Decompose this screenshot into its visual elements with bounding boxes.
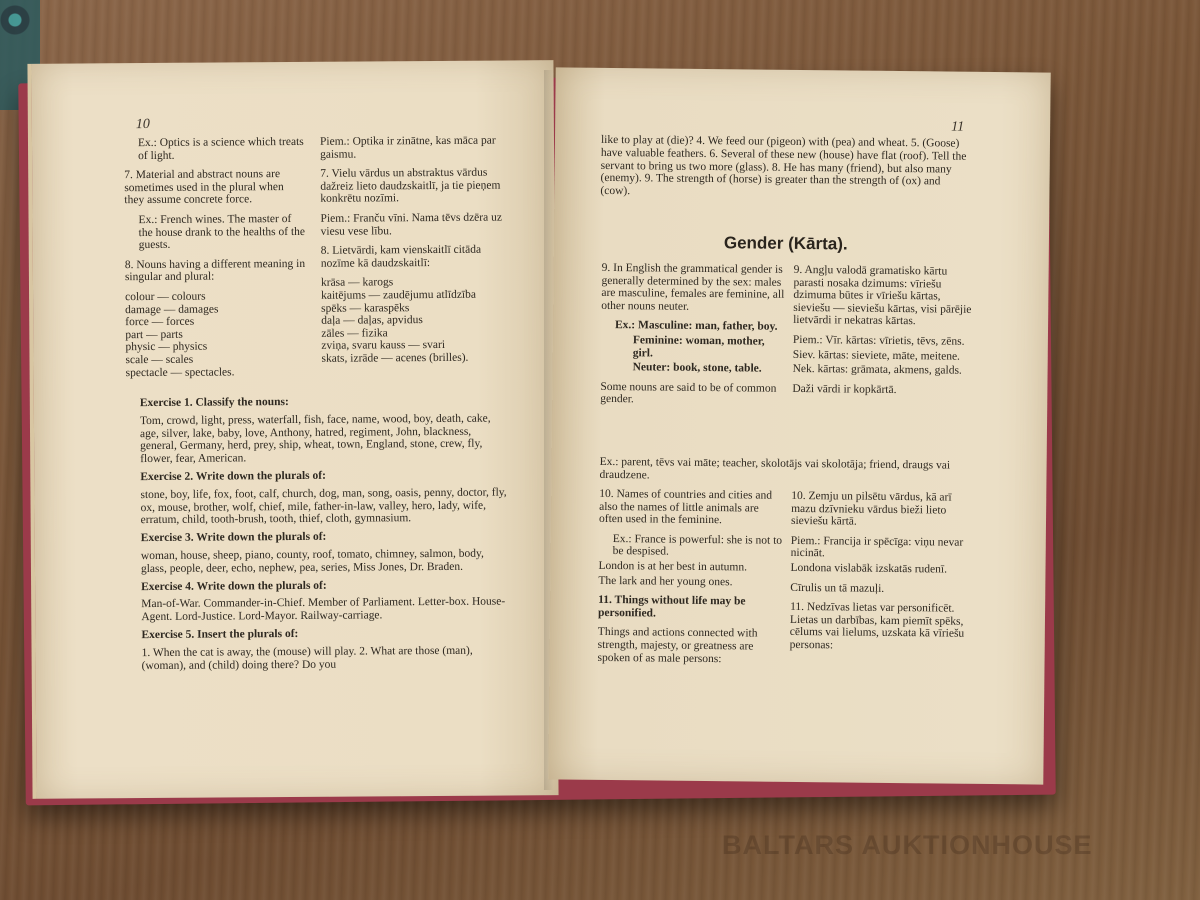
text-line: Londona vislabāk izskatās rudenī. xyxy=(790,561,948,576)
text-line: 9. In English the grammatical gender is generally determined by the sex: males are masculine, females are feminine, all other nouns neuter. xyxy=(601,261,785,313)
pair-line: scale — scales xyxy=(125,353,194,367)
text-line: 10. Names of countries and cities and also the names of little animals are often used in the feminine. xyxy=(598,487,773,527)
exercise-body: woman, house, sheep, piano, county, roof, tomato, chimney, salmon, body, glass, people, deer, echo, nephew, pea, series, Miss Jones, Dr. Braden. xyxy=(140,547,484,575)
exercises-block xyxy=(126,394,510,677)
text-line: 7. Material and abstract nouns are sometimes used in the plural when they assume concrete force. xyxy=(124,168,284,207)
text-line: Piem.: Optika ir zinātne, kas māca par gaismu. xyxy=(319,134,496,161)
text-line: The lark and her young ones. xyxy=(598,574,733,588)
pair-line: damage — damages xyxy=(125,303,219,316)
pair-line: skats, izrāde — acenes (brilles). xyxy=(321,351,469,365)
page-number-right: 11 xyxy=(951,119,965,135)
exercise-body: 1. When the cat is away, the (mouse) will play. 2. What are those (man), (woman), and (child) doing there? Do you xyxy=(141,644,473,672)
exercise-body: Man-of-War. Commander-in-Chief. Member of Parliament. Letter-box. House-Agent. Lord-Justice. Lord-Mayor. Railway-carriage. xyxy=(141,595,506,624)
right-col-english xyxy=(600,262,788,415)
pair-line: zāles — fizika xyxy=(321,327,388,340)
section-heading: Gender (Kārta). xyxy=(723,233,848,254)
pair-line: physic — physics xyxy=(125,340,208,354)
text-line: Piem.: Franču vīni. Nama tēvs dzēra uz viesu vese lību. xyxy=(320,211,502,238)
pair-line: kaitējums — zaudējumu atlīdzība xyxy=(321,288,476,302)
text-line: Ex.: Masculine: man, father, boy. xyxy=(614,319,778,334)
text-line: Daži vārdi ir kopkārtā. xyxy=(792,382,897,396)
pair-line: zviņa, svaru kauss — svari xyxy=(321,339,446,353)
text-line: 11. Things without life may be personified. xyxy=(597,594,746,620)
text-line: Neuter: book, stone, table. xyxy=(632,361,762,375)
text-line: Cīrulis un tā mazuļi. xyxy=(790,581,885,595)
text-line: Feminine: woman, mother, girl. xyxy=(632,334,765,360)
pair-line: spēks — karaspēks xyxy=(321,301,410,315)
text-line: Nek. kārtas: grāmata, akmens, galds. xyxy=(792,363,962,377)
left-col-latvian xyxy=(320,135,508,366)
text-line: 7. Vielu vārdus un abstraktus vārdus dažreiz lieto daudzskaitlī, ja tie pieņem konkrētu nozīmi. xyxy=(320,166,501,206)
left-page xyxy=(27,60,558,799)
text-line: Things and actions connected with strength, majesty, or greatness are spoken of as male persons: xyxy=(597,626,758,665)
text-line: 8. Lietvārdi, kam vienskaitlī citāda nozīme kā daudzskaitlī: xyxy=(320,243,482,270)
text-line: Ex.: France is powerful: she is not to be despised. xyxy=(612,532,783,559)
pair-line: colour — colours xyxy=(125,290,206,304)
pair-line: daļa — daļas, apvidus xyxy=(321,314,423,327)
pair-line: spectacle — spectacles. xyxy=(125,365,235,379)
text-line: 8. Nouns having a different meaning in singular and plural: xyxy=(124,257,306,284)
exercise-heading: Exercise 5. Insert the plurals of: xyxy=(141,627,299,642)
text-line: 11. Nedzīvas lietas var personificēt. Lietas un darbības, kam piemīt spēks, cēlums vai lielums, uzskata kā vīriešu personas: xyxy=(789,601,965,652)
text-line: London is at her best in autumn. xyxy=(598,559,748,574)
example-line: Ex.: parent, tēvs vai māte; teacher, skolotājs vai skolotāja; friend, draugs vai draudzene. xyxy=(599,455,951,482)
text-line: 9. Angļu valodā gramatisko kārtu parasti nosaka dzimums: vīriešu dzimuma būtes ir vīriešu kārtas, sieviešu — sieviešu kārtas, visi pārējie lietvārdi ir nekatras kārtas. xyxy=(793,263,972,328)
exercise-heading: Exercise 4. Write down the plurals of: xyxy=(141,579,327,593)
text-line: 10. Zemju un pilsētu vārdus, kā arī mazu dzīvnieku vārdus bieži lieto sieviešu kārtā. xyxy=(790,489,952,528)
right-col-english-2 xyxy=(597,488,785,673)
right-page xyxy=(548,67,1050,784)
right-col-latvian xyxy=(792,264,973,404)
pair-line: krāsa — karogs xyxy=(320,276,394,290)
text-line: Some nouns are said to be of common gender. xyxy=(600,380,777,406)
exercise-heading: Exercise 3. Write down the plurals of: xyxy=(140,530,327,545)
pair-line: force — forces xyxy=(125,315,195,329)
text-line: Ex.: French wines. The master of the house drank to the healths of the guests. xyxy=(138,212,306,252)
text-line: Siev. kārtas: sieviete, māte, meitene. xyxy=(792,348,961,363)
text-line: Ex.: Optics is a science which treats of light. xyxy=(137,135,304,162)
pair-line: part — parts xyxy=(125,328,183,341)
exercise-body: stone, boy, life, fox, foot, calf, church, dog, man, song, oasis, penny, doctor, fly, ox, mouse, brother, wolf, chief, mile, father-in-law, valley, hero, lady, wife, erratum, child, tooth-brush, tooth, thief, cloth, gymnasium. xyxy=(140,486,507,527)
text-line: Piem.: Francija ir spēcīga: viņu nevar nicināt. xyxy=(790,534,964,560)
page-number-left: 10 xyxy=(135,116,150,133)
right-top-text: like to play at (die)? 4. We feed our (pigeon) with (pea) and wheat. 5. (Goose) have valuable feathers. 6. Several of these new (house) have flat (roof). Tell the servant to bring us two more (glass). 8. He has many (friend), but also many (enemy). 9. The strength of (horse) is greater than the strength of (ox) and (cow). xyxy=(600,133,967,198)
exercise-heading: Exercise 2. Write down the plurals of: xyxy=(140,469,326,484)
exercise-heading: Exercise 1. Classify the nouns: xyxy=(139,396,289,410)
text-line: Piem.: Vīr. kārtas: vīrietis, tēvs, zēns. xyxy=(792,333,965,348)
exercise-body: Tom, crowd, light, press, waterfall, fish, face, name, wood, boy, death, cake, age, silver, lake, baby, love, Anthony, hatred, regiment, John, blackness, general, Germany, herd, prey, ship, wheat, town, England, stone, crew, fly, flower, fear, American. xyxy=(139,412,491,466)
right-col-latvian-2 xyxy=(790,490,972,660)
left-col-english xyxy=(124,136,308,379)
auction-watermark: BALTARS AUKTIONHOUSE xyxy=(722,830,1093,860)
